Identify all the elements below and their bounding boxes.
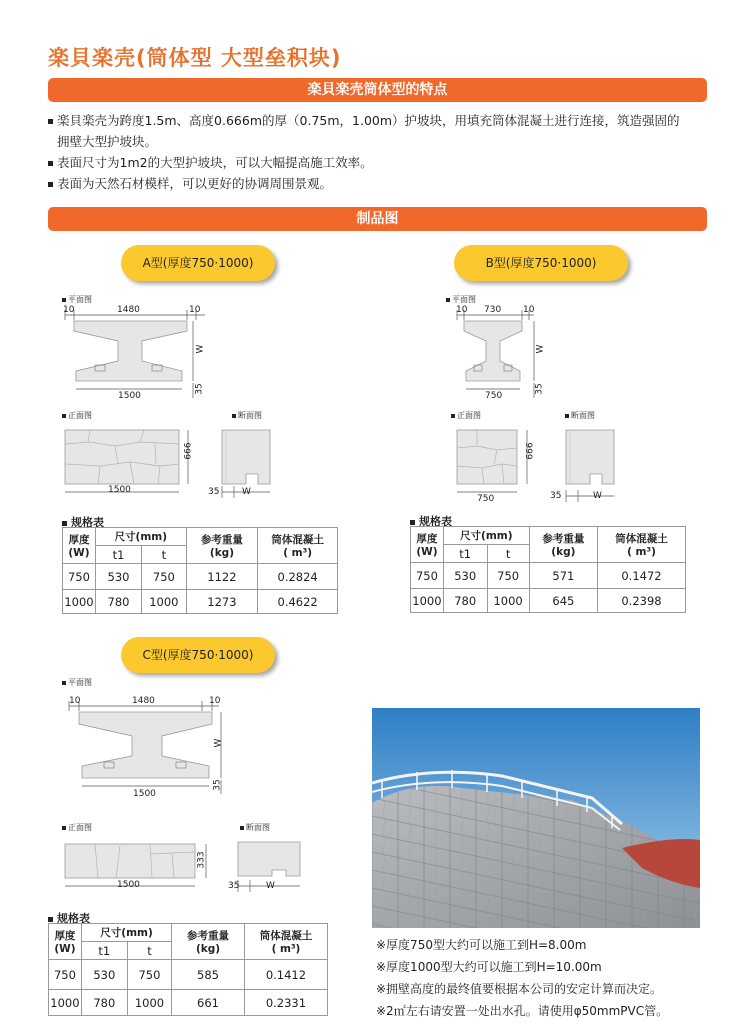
type-c-section-label bbox=[240, 822, 270, 833]
type-c-front-h: 333 bbox=[196, 851, 207, 869]
th-t: t bbox=[487, 545, 529, 563]
feature-text: 表面尺寸为1m2的大型护坡块，可以大幅提高施工效率。 bbox=[57, 155, 373, 170]
spec-label: 规格表 bbox=[71, 516, 104, 529]
type-c-dim-h: 35 bbox=[212, 779, 223, 791]
th-t1: t1 bbox=[81, 942, 127, 960]
cell-t: 1000 bbox=[487, 589, 529, 613]
header-text: (kg) bbox=[551, 546, 576, 558]
bullet-icon bbox=[565, 414, 569, 418]
bullet-icon bbox=[48, 161, 53, 166]
type-b-front-bottom: 750 bbox=[477, 494, 495, 504]
bullet-icon bbox=[48, 119, 53, 124]
type-a-label: A型(厚度750·1000) bbox=[121, 245, 275, 281]
header-text: ( m³) bbox=[283, 547, 313, 559]
feature-text: 表面为天然石材模样，可以更好的协调周围景观。 bbox=[57, 176, 333, 191]
type-c-section-left: 35 bbox=[228, 881, 240, 891]
cell-weight: 661 bbox=[172, 990, 245, 1016]
cell-t1: 530 bbox=[95, 564, 141, 590]
type-b-section-left: 35 bbox=[550, 491, 562, 501]
th-weight bbox=[186, 528, 258, 564]
header-text: 筒体混凝土 bbox=[615, 533, 668, 545]
cell-concrete: 0.2824 bbox=[258, 564, 338, 590]
table-row bbox=[49, 990, 328, 1016]
cell-concrete: 0.2331 bbox=[244, 990, 327, 1016]
header-text: ( m³) bbox=[271, 943, 301, 955]
type-c-section-w: W bbox=[266, 881, 275, 891]
type-a-dim-w: W bbox=[195, 344, 206, 354]
cell-thick: 1000 bbox=[49, 990, 82, 1016]
feature-item bbox=[48, 152, 708, 173]
type-b-dim-mid: 730 bbox=[484, 305, 502, 315]
header-text: (W) bbox=[416, 546, 438, 558]
bullet-icon bbox=[410, 520, 415, 525]
page-title: 楽貝楽壳(筒体型 大型垒积块) bbox=[48, 46, 342, 70]
feature-item bbox=[48, 173, 708, 194]
retaining-wall-photo bbox=[372, 708, 700, 928]
view-label: 平面图 bbox=[68, 295, 92, 304]
type-a-front-h: 666 bbox=[183, 442, 194, 460]
th-size: 尺寸(mm) bbox=[81, 924, 171, 942]
view-label: 断面图 bbox=[571, 411, 595, 420]
header-text: (W) bbox=[54, 943, 76, 955]
feature-item bbox=[48, 131, 708, 152]
cell-weight: 1273 bbox=[186, 590, 258, 614]
bullet-icon bbox=[240, 826, 244, 830]
bullet-icon bbox=[62, 681, 66, 685]
cell-t: 1000 bbox=[127, 990, 171, 1016]
type-c-plan-label bbox=[62, 677, 92, 688]
feature-item bbox=[48, 110, 708, 131]
table-row bbox=[411, 563, 686, 589]
type-a-dim-bottom: 1500 bbox=[118, 391, 141, 401]
cell-thick: 1000 bbox=[411, 589, 444, 613]
th-weight bbox=[172, 924, 245, 960]
cell-concrete: 0.2398 bbox=[597, 589, 685, 613]
spec-label: 规格表 bbox=[57, 912, 90, 925]
header-text: ( m³) bbox=[627, 546, 656, 558]
feature-text: 楽貝楽壳为跨度1.5m、高度0.666m的厚（0.75m，1.00m）护坡块，用填充筒体混凝土进行连接，筑造强固的 bbox=[57, 113, 680, 128]
th-thickness bbox=[63, 528, 96, 564]
feature-text: 拥壁大型护坡块。 bbox=[57, 134, 158, 149]
type-a-front-drawing bbox=[60, 420, 210, 500]
type-b-front-drawing bbox=[452, 420, 542, 500]
cell-concrete: 0.4622 bbox=[258, 590, 338, 614]
view-label: 正面图 bbox=[68, 823, 92, 832]
note-item: ※拥壁高度的最终值要根据本公司的安定计算而决定。 bbox=[376, 982, 663, 996]
bullet-icon bbox=[62, 521, 67, 526]
th-t1: t1 bbox=[443, 545, 487, 563]
cell-weight: 1122 bbox=[186, 564, 258, 590]
features-header-bar: 楽貝楽壳筒体型的特点 bbox=[48, 78, 707, 102]
cell-concrete: 0.1412 bbox=[244, 960, 327, 990]
th-concrete bbox=[597, 527, 685, 563]
cell-t: 750 bbox=[142, 564, 187, 590]
header-text: 厚度 bbox=[54, 930, 76, 942]
cell-t1: 780 bbox=[81, 990, 127, 1016]
cell-weight: 571 bbox=[529, 563, 597, 589]
bullet-icon bbox=[451, 414, 455, 418]
type-c-dim-left: 10 bbox=[69, 696, 81, 706]
spec-label: 规格表 bbox=[419, 515, 452, 528]
products-header-bar: 制品图 bbox=[48, 207, 707, 231]
table-row bbox=[411, 589, 686, 613]
type-b-dim-left: 10 bbox=[456, 305, 468, 315]
cell-t1: 780 bbox=[95, 590, 141, 614]
features-list bbox=[48, 110, 708, 194]
type-a-front-bottom: 1500 bbox=[108, 485, 131, 495]
type-a-section-left: 35 bbox=[208, 487, 220, 497]
table-row bbox=[63, 564, 338, 590]
note-item: ※2㎡左右请安置一处出水孔。请使用φ50mmPVC管。 bbox=[376, 1004, 669, 1018]
bullet-icon bbox=[48, 917, 53, 922]
type-b-dim-h: 35 bbox=[534, 383, 545, 395]
type-c-spec-table bbox=[48, 923, 328, 1016]
type-b-section-w: W bbox=[593, 491, 602, 501]
cell-weight: 585 bbox=[172, 960, 245, 990]
header-text: 参考重量 bbox=[187, 930, 230, 942]
header-text: 厚度 bbox=[68, 534, 90, 546]
th-concrete bbox=[258, 528, 338, 564]
type-b-label: B型(厚度750·1000) bbox=[454, 245, 628, 281]
view-label: 平面图 bbox=[68, 678, 92, 687]
cell-t: 750 bbox=[127, 960, 171, 990]
cell-t1: 530 bbox=[443, 563, 487, 589]
th-t1: t1 bbox=[95, 546, 141, 564]
cell-thick: 750 bbox=[63, 564, 96, 590]
type-c-front-bottom: 1500 bbox=[117, 880, 140, 890]
cell-weight: 645 bbox=[529, 589, 597, 613]
bullet-icon bbox=[62, 298, 66, 302]
view-label: 正面图 bbox=[457, 411, 481, 420]
type-b-dim-w: W bbox=[535, 344, 546, 354]
th-thickness bbox=[411, 527, 444, 563]
th-weight bbox=[529, 527, 597, 563]
th-t: t bbox=[127, 942, 171, 960]
cell-t1: 530 bbox=[81, 960, 127, 990]
type-c-label: C型(厚度750·1000) bbox=[121, 637, 275, 673]
note-item: ※厚度750型大约可以施工到H=8.00m bbox=[376, 938, 587, 952]
view-label: 平面图 bbox=[452, 295, 476, 304]
type-a-section-w: W bbox=[242, 487, 251, 497]
notes-list bbox=[376, 934, 668, 1022]
table-row bbox=[63, 590, 338, 614]
header-text: 筒体混凝土 bbox=[259, 930, 313, 942]
bullet-icon bbox=[232, 414, 236, 418]
bullet-icon bbox=[62, 826, 66, 830]
type-b-dim-bottom: 750 bbox=[485, 391, 503, 401]
type-a-dim-mid: 1480 bbox=[117, 305, 140, 315]
th-t: t bbox=[142, 546, 187, 564]
cell-t1: 780 bbox=[443, 589, 487, 613]
header-text: 参考重量 bbox=[200, 534, 243, 546]
type-c-dim-right: 10 bbox=[209, 696, 221, 706]
type-a-dim-left: 10 bbox=[63, 305, 75, 315]
note-item: ※厚度1000型大约可以施工到H=10.00m bbox=[376, 960, 602, 974]
view-label: 断面图 bbox=[246, 823, 270, 832]
type-a-dim-h: 35 bbox=[194, 383, 205, 395]
cell-concrete: 0.1472 bbox=[597, 563, 685, 589]
type-c-plan-drawing bbox=[64, 694, 234, 804]
cell-thick: 750 bbox=[411, 563, 444, 589]
type-b-front-h: 666 bbox=[525, 442, 536, 460]
header-text: (kg) bbox=[195, 943, 221, 955]
type-b-spec-table bbox=[410, 526, 686, 613]
bullet-icon bbox=[62, 414, 66, 418]
header-text: (kg) bbox=[209, 547, 234, 559]
type-c-front-label bbox=[62, 822, 92, 833]
th-concrete bbox=[244, 924, 327, 960]
bullet-icon bbox=[48, 182, 53, 187]
type-c-dim-bottom: 1500 bbox=[133, 789, 156, 799]
type-b-dim-right: 10 bbox=[523, 305, 535, 315]
header-text: 参考重量 bbox=[542, 533, 585, 545]
header-text: 厚度 bbox=[416, 533, 438, 545]
th-size: 尺寸(mm) bbox=[443, 527, 529, 545]
type-c-dim-mid: 1480 bbox=[132, 696, 155, 706]
header-text: (W) bbox=[68, 547, 90, 559]
photo-illustration bbox=[372, 708, 700, 928]
type-a-dim-right: 10 bbox=[189, 305, 201, 315]
cell-thick: 1000 bbox=[63, 590, 96, 614]
table-row bbox=[49, 960, 328, 990]
cell-t: 1000 bbox=[142, 590, 187, 614]
th-thickness bbox=[49, 924, 82, 960]
header-text: 筒体混凝土 bbox=[271, 534, 324, 546]
cell-thick: 750 bbox=[49, 960, 82, 990]
th-size: 尺寸(mm) bbox=[95, 528, 186, 546]
view-label: 断面图 bbox=[238, 411, 262, 420]
bullet-icon bbox=[446, 298, 450, 302]
type-a-spec-table bbox=[62, 527, 338, 614]
cell-t: 750 bbox=[487, 563, 529, 589]
view-label: 正面图 bbox=[68, 411, 92, 420]
type-c-dim-w: W bbox=[213, 738, 224, 748]
